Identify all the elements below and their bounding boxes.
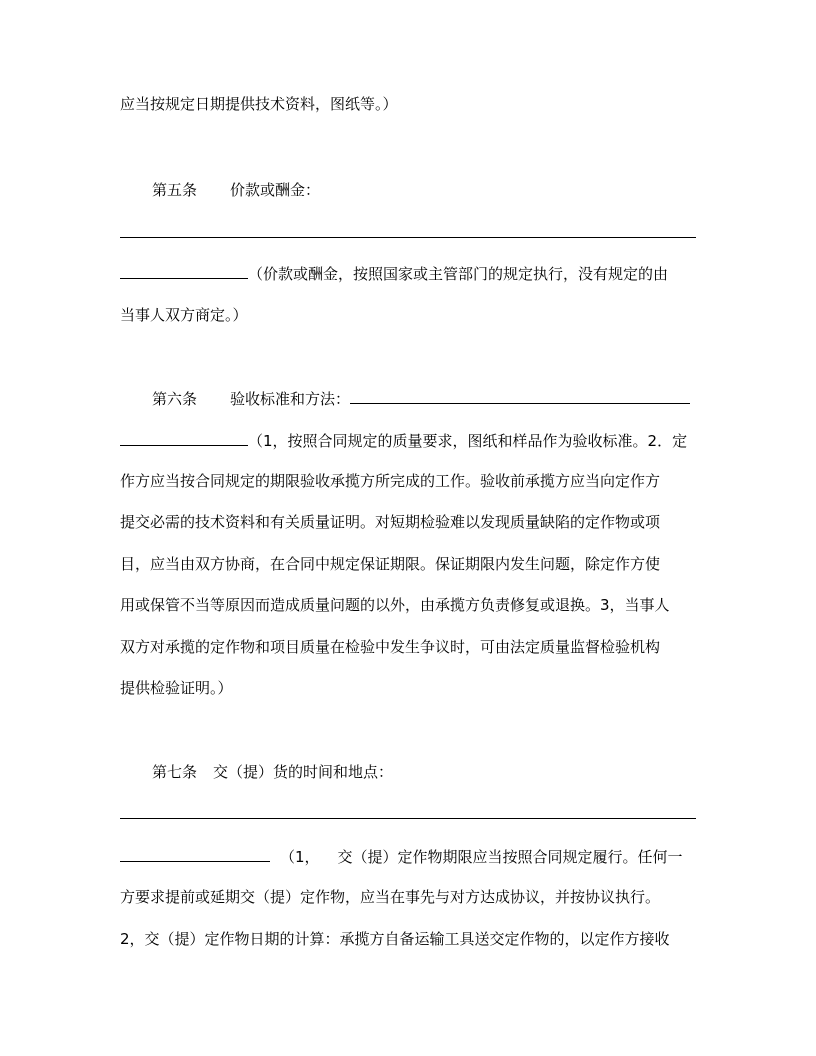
article-6-line-5 xyxy=(120,595,670,615)
article-number: 第六条 xyxy=(152,390,198,408)
article-7-line-3 xyxy=(120,929,670,949)
text: 2，交（提）定作物日期的计算：承揽方自备运输工具送交定作物的，以定作方接收 xyxy=(120,930,670,948)
fill-in-blank xyxy=(350,387,690,404)
fill-in-rule xyxy=(120,818,696,819)
article-6-line-1 xyxy=(120,429,687,449)
article-6-line-6 xyxy=(120,637,660,657)
document-page xyxy=(120,0,696,1056)
text: 用或保管不当等原因而造成质量问题的以外，由承揽方负责修复或退换。3，当事人 xyxy=(120,596,670,614)
article-number: 第七条 xyxy=(152,763,198,781)
text: 当事人双方商定。） xyxy=(120,306,248,324)
article-7-line-2 xyxy=(120,887,660,907)
fill-in-rule xyxy=(120,237,696,238)
article-5-line-2 xyxy=(120,305,248,325)
fill-in-blank xyxy=(120,845,270,862)
article-6-heading xyxy=(152,387,690,407)
text: 应当按规定日期提供技术资料，图纸等。） xyxy=(120,95,398,113)
text: 目，应当由双方协商，在合同中规定保证期限。保证期限内发生问题，除定作方使 xyxy=(120,555,661,573)
article-number: 第五条 xyxy=(152,181,198,199)
article-title: 交（提）货的时间和地点： xyxy=(213,763,394,781)
article-5-heading xyxy=(152,180,320,200)
article-6-line-7 xyxy=(120,678,233,698)
article-6-line-2 xyxy=(120,471,660,491)
article-7-line-1 xyxy=(120,845,683,865)
text: 作方应当按合同规定的期限验收承揽方所完成的工作。验收前承揽方应当向定作方 xyxy=(120,472,661,490)
text: 提交必需的技术资料和有关质量证明。对短期检验难以发现质量缺陷的定作物或项 xyxy=(120,513,661,531)
article-5-line-1 xyxy=(120,262,668,282)
text: 方要求提前或延期交（提）定作物，应当在事先与对方达成协议，并按协议执行。 xyxy=(120,888,661,906)
article-title: 验收标准和方法： xyxy=(230,390,351,408)
text: 交（提）定作物期限应当按照合同规定履行。任何一 xyxy=(337,848,683,866)
text: （1， xyxy=(280,848,320,866)
article-6-line-4 xyxy=(120,554,660,574)
text: （1，按照合同规定的质量要求，图纸和样品作为验收标准。2．定 xyxy=(248,432,688,450)
article-title: 价款或酬金： xyxy=(230,181,321,199)
text: 提供检验证明。） xyxy=(120,679,233,697)
text: 双方对承揽的定作物和项目质量在检验中发生争议时，可由法定质量监督检验机构 xyxy=(120,638,661,656)
fill-in-blank xyxy=(120,262,248,279)
article-6-line-3 xyxy=(120,512,660,532)
text: （价款或酬金，按照国家或主管部门的规定执行，没有规定的由 xyxy=(248,265,669,283)
article-7-heading xyxy=(152,762,393,782)
paragraph-line xyxy=(120,94,398,114)
fill-in-blank xyxy=(120,429,248,446)
